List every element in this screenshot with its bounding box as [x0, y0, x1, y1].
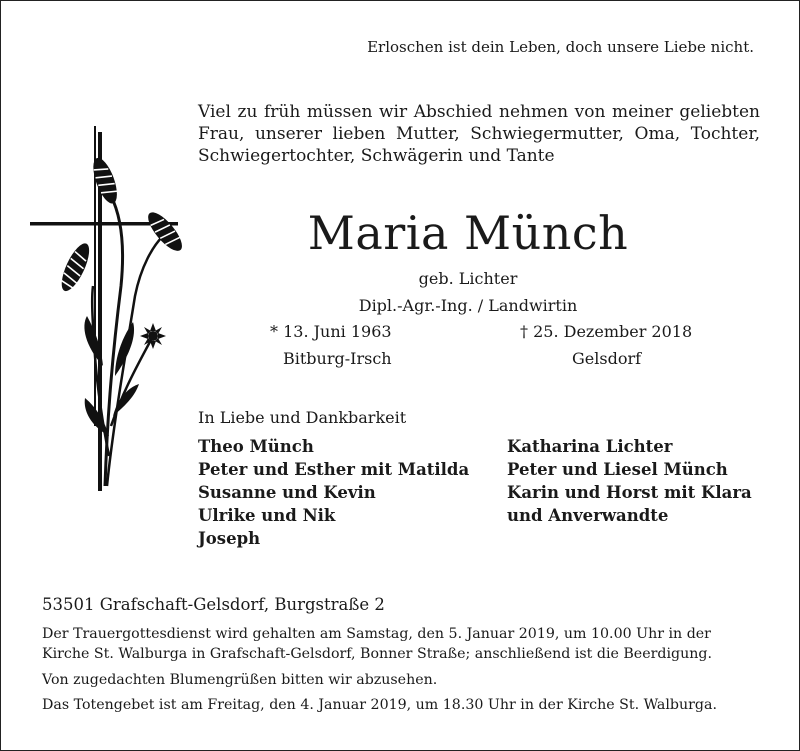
- family-member: Joseph: [198, 529, 261, 548]
- motto: Erloschen ist dein Leben, doch unsere Liebe nicht.: [367, 38, 754, 56]
- notice-line: Kirche St. Walburga in Grafschaft-Gelsdorf, Bonner Straße; anschließend ist die Beerdigung.: [42, 646, 712, 662]
- intro-text: [198, 101, 760, 167]
- deathplace: Gelsdorf: [572, 349, 642, 368]
- intro-line: Viel zu früh müssen wir Abschied nehmen von meiner geliebten: [198, 102, 760, 122]
- family-member: Katharina Lichter: [507, 437, 673, 456]
- family-member: und Anverwandte: [507, 506, 669, 525]
- deceased-name: Maria Münch: [307, 206, 629, 260]
- family-member: Peter und Esther mit Matilda: [198, 460, 470, 479]
- address: 53501 Grafschaft-Gelsdorf, Burgstraße 2: [42, 595, 385, 614]
- intro-line: Schwiegertochter, Schwägerin und Tante: [198, 146, 555, 166]
- dankbarkeit-heading: In Liebe und Dankbarkeit: [198, 408, 407, 427]
- family-member: Susanne und Kevin: [198, 483, 376, 502]
- funeral-service-notice: [42, 624, 762, 664]
- flowers-notice: Von zugedachten Blumengrüßen bitten wir abzusehen.: [42, 672, 438, 688]
- birthplace: Bitburg-Irsch: [283, 349, 392, 368]
- profession: Dipl.-Agr.-Ing. / Landwirtin: [358, 296, 578, 315]
- birth-date: * 13. Juni 1963: [270, 322, 392, 341]
- notice-line: Der Trauergottesdienst wird gehalten am Samstag, den 5. Januar 2019, um 10.00 Uhr in der: [42, 626, 711, 642]
- family-member: Theo Münch: [198, 437, 314, 456]
- cross-with-wheat-icon: [25, 126, 185, 491]
- intro-line: Frau, unserer lieben Mutter, Schwiegermutter, Oma, Tochter,: [198, 124, 760, 144]
- family-list-left: [198, 435, 469, 550]
- family-list-right: [507, 435, 752, 527]
- maiden-name: geb. Lichter: [418, 269, 518, 288]
- family-member: Ulrike und Nik: [198, 506, 336, 525]
- family-member: Karin und Horst mit Klara: [507, 483, 752, 502]
- prayer-notice: Das Totengebet ist am Freitag, den 4. Januar 2019, um 18.30 Uhr in der Kirche St. Walburga.: [42, 697, 717, 713]
- family-member: Peter und Liesel Münch: [507, 460, 728, 479]
- death-date: † 25. Dezember 2018: [520, 322, 693, 341]
